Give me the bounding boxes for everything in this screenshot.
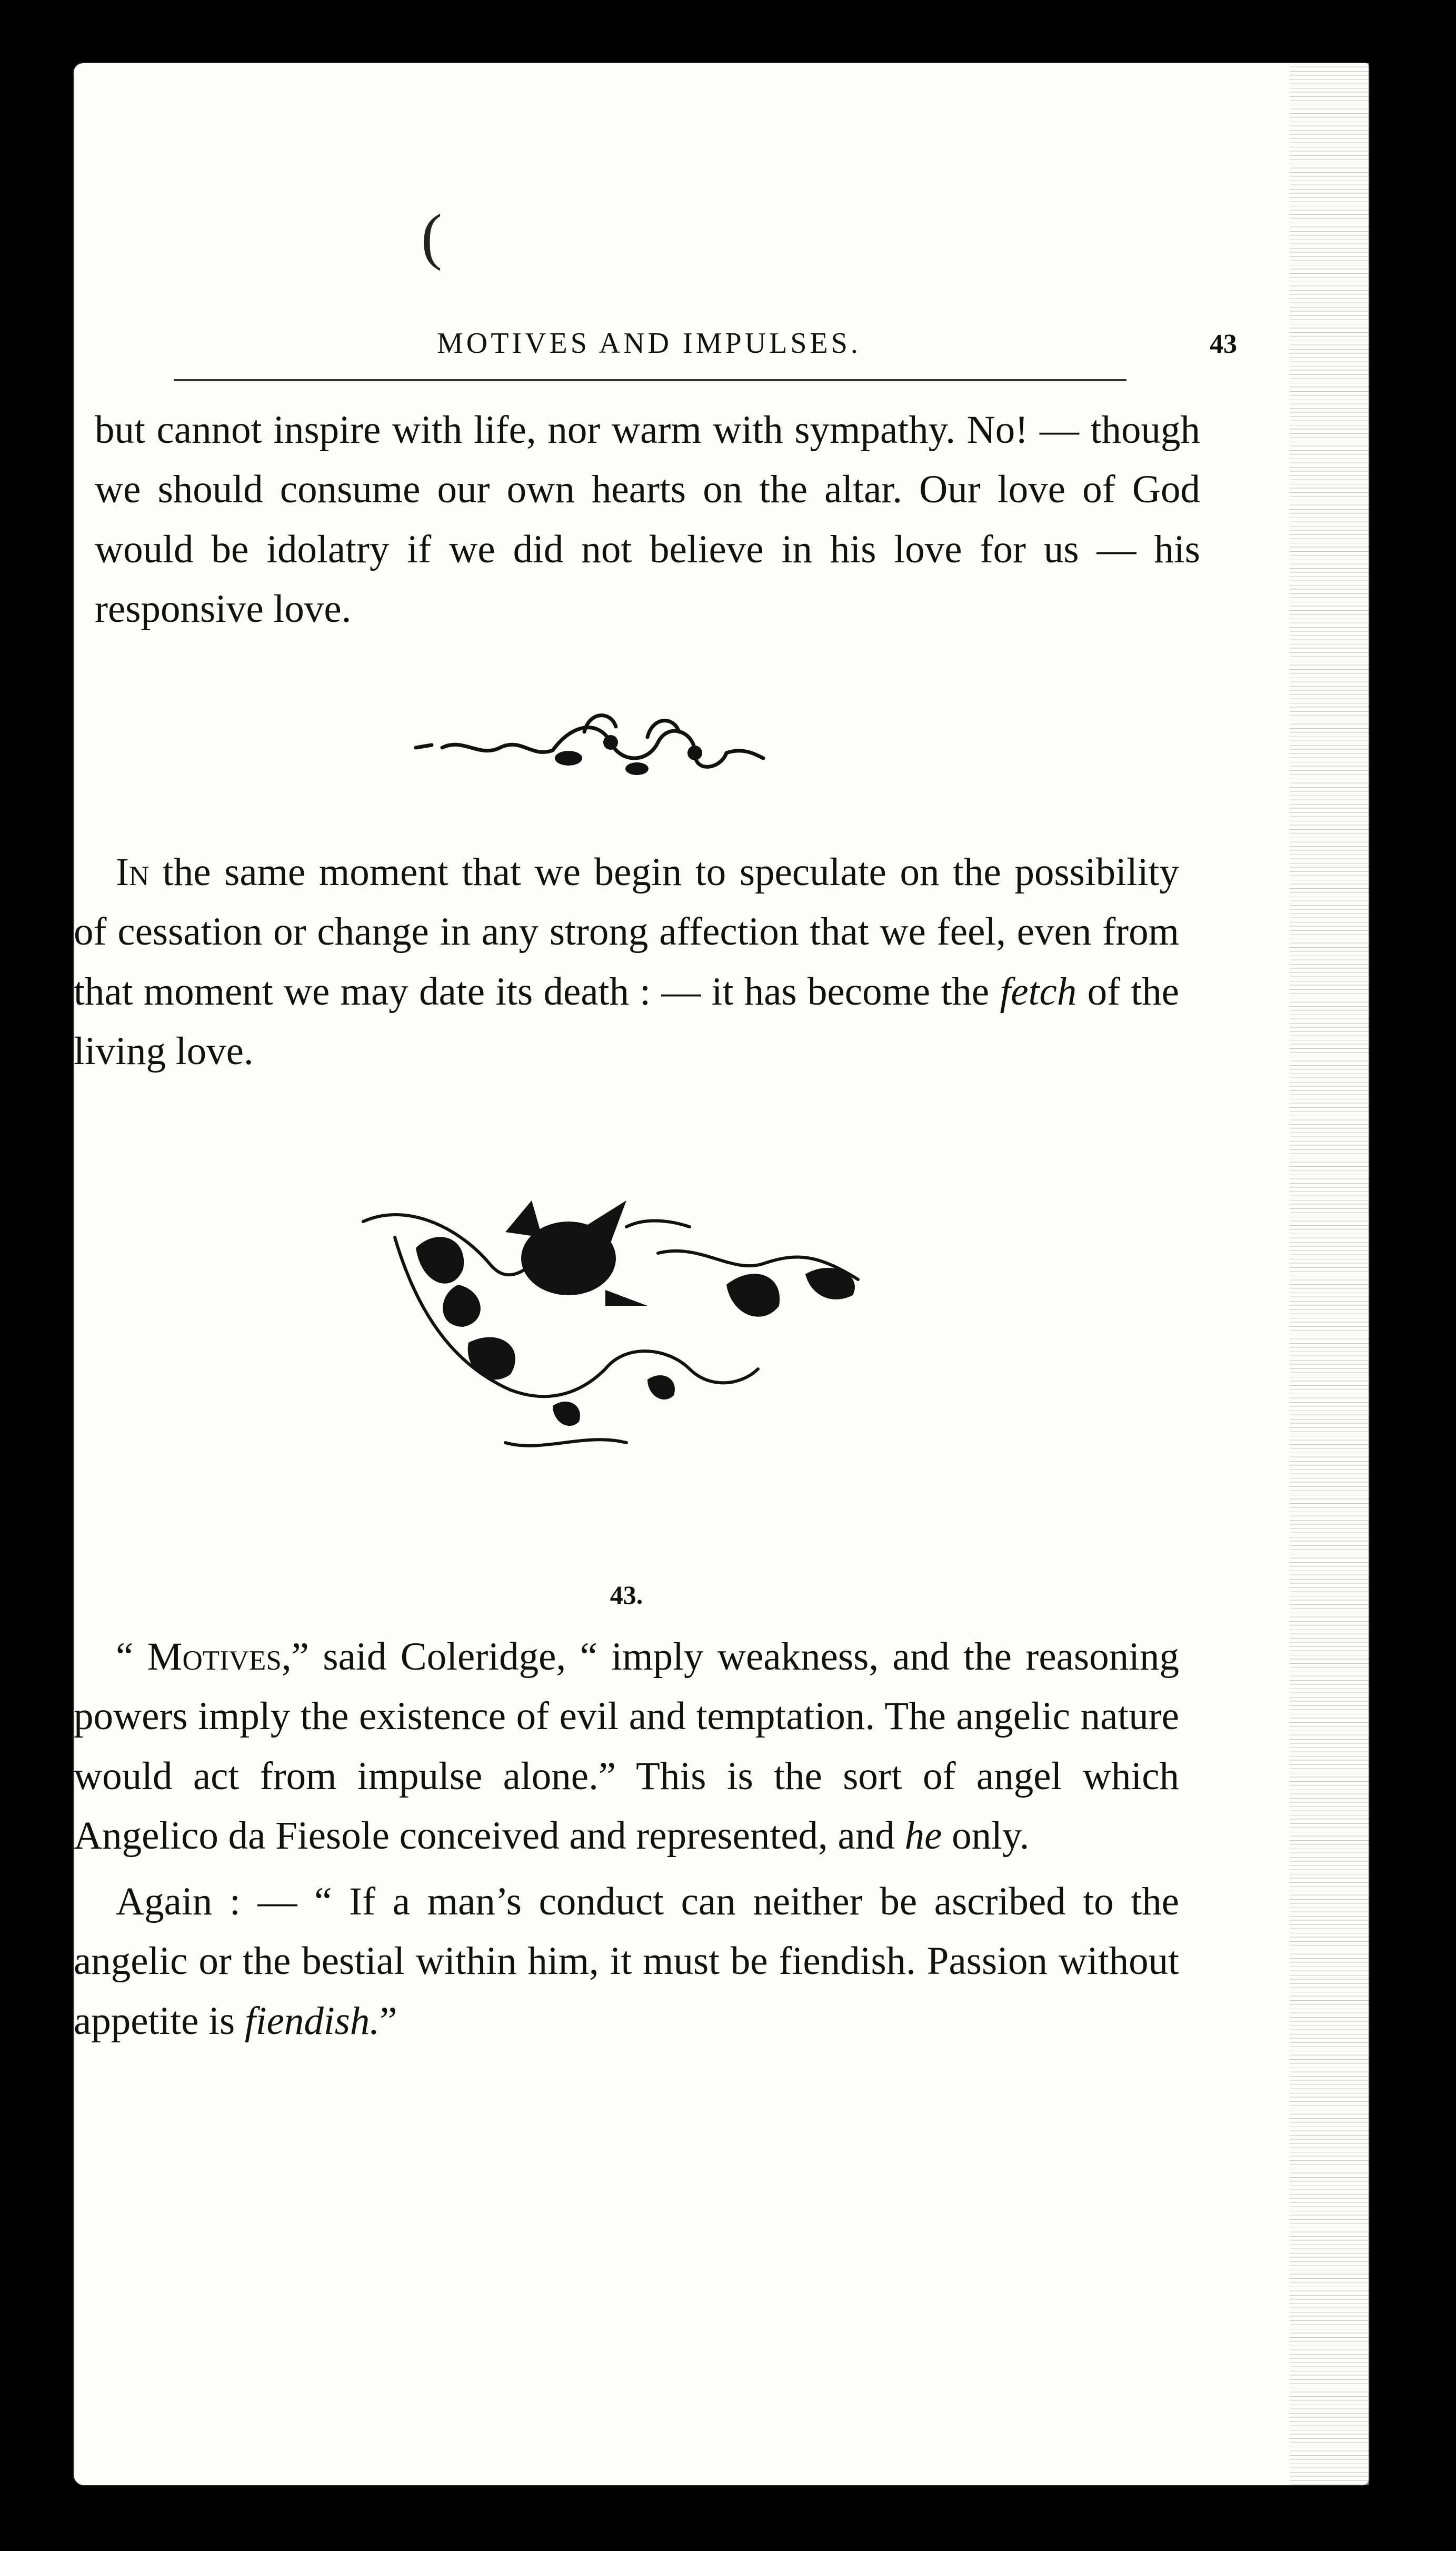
paragraph-4-text <box>74 1872 1179 2051</box>
paragraph-2-dropcap: In <box>116 850 149 894</box>
paragraph-3-end: only. <box>942 1813 1030 1858</box>
paragraph-3-body: ,” said Coleridge, “ imply weakness, and the reasoning powers imply the existence of evil and temptation. The angelic nature would act from impulse alone.” This is the sort of angel which Angelico da Fiesole conceived and represented, and <box>74 1635 1179 1858</box>
stray-ink-mark: ( <box>421 201 442 271</box>
paragraph-2-end: of the living love. <box>74 969 1179 1073</box>
paragraph-1-text: but cannot inspire with life, nor warm with sympathy. No! — though we should consume our own hearts on the altar. Our love of God would be idolatry if we did not believe in his love for us — his responsive love. <box>95 408 1200 631</box>
paragraph-4-italic: fiendish. <box>244 1999 380 2043</box>
paragraph-2-text <box>74 842 1179 1081</box>
scanned-page-edge <box>1290 63 1369 2485</box>
paragraph-3 <box>74 1627 1179 2051</box>
paragraph-2-italic: fetch <box>1000 969 1077 1014</box>
book-page <box>74 63 1369 2485</box>
running-head: MOTIVES AND IMPULSES. <box>437 327 861 360</box>
paragraph-3-text <box>74 1627 1179 1865</box>
page-header <box>368 326 1237 360</box>
paragraph-2 <box>74 842 1179 1081</box>
page-number: 43 <box>1210 329 1237 359</box>
header-rule <box>174 379 1126 381</box>
paragraph-1 <box>95 400 1200 639</box>
paragraph-3-smallcaps: Motives <box>147 1635 282 1679</box>
paragraph-2-body: the same moment that we begin to speculate on the possibility of cessation or change in any strong affection that we feel, even from that moment we may date its death : — it has become the <box>74 850 1179 1014</box>
scroll-ornament-icon <box>400 700 769 795</box>
paragraph-3-italic: he <box>904 1813 942 1858</box>
paragraph-4-body: Again : — “ If a man’s conduct can neither be ascribed to the angelic or the bestial within him, it must be fiendish. Passion without appetite is <box>74 1880 1179 2043</box>
paragraph-4-end: ” <box>380 1999 397 2043</box>
passion-flower-ornament-icon <box>332 1169 911 1485</box>
entry-number: 43. <box>610 1580 643 1610</box>
paragraph-3-open-quote: “ <box>116 1635 147 1679</box>
